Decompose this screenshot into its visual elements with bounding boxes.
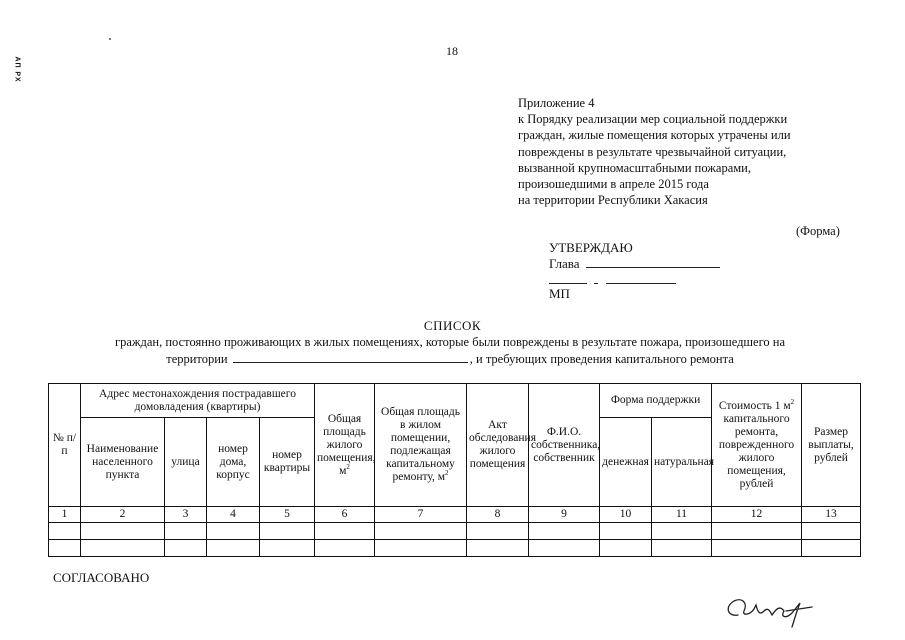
empty-cell	[207, 523, 260, 540]
header-house: номер дома, корпус	[207, 418, 260, 507]
empty-cell	[207, 540, 260, 557]
column-number: 12	[712, 507, 802, 523]
header-support-group: Форма поддержки	[600, 384, 712, 418]
scan-speck	[109, 38, 111, 40]
side-stamp	[13, 48, 34, 98]
column-number: 13	[802, 507, 861, 523]
column-number: 6	[315, 507, 375, 523]
empty-cell	[712, 523, 802, 540]
signature-blank	[606, 283, 676, 284]
empty-cell	[529, 540, 600, 557]
approval-block	[549, 240, 720, 302]
header-no: № п/п	[49, 384, 81, 507]
header-address-group: Адрес местонахождения пострадавшего домовладения (квартиры)	[81, 384, 315, 418]
seal-label: МП	[549, 286, 570, 301]
header-payment: Размер выплаты, рублей	[802, 384, 861, 507]
column-number: 8	[467, 507, 529, 523]
head-signature-line	[586, 267, 720, 268]
empty-cell	[315, 540, 375, 557]
empty-cell	[467, 540, 529, 557]
empty-cell	[49, 523, 81, 540]
empty-cell	[652, 540, 712, 557]
column-number: 2	[81, 507, 165, 523]
header-settlement: Наименование населенного пункта	[81, 418, 165, 507]
header-apartment: номер квартиры	[260, 418, 315, 507]
signature-blank	[594, 283, 598, 284]
empty-cell	[802, 540, 861, 557]
head-label: Глава	[549, 256, 580, 271]
header-street: улица	[165, 418, 207, 507]
column-number: 7	[375, 507, 467, 523]
subtitle-prefix: территории	[166, 351, 228, 366]
empty-cell	[712, 540, 802, 557]
header-inspection-act: Акт обследования жилого помещения	[467, 384, 529, 507]
side-stamp-text: АП РХ	[13, 56, 21, 83]
empty-cell	[600, 540, 652, 557]
empty-cell	[260, 523, 315, 540]
annex-line: повреждены в результате чрезвычайной ситуации,	[518, 144, 787, 159]
residents-table	[48, 383, 861, 557]
header-cash: денежная	[600, 418, 652, 507]
document-title: СПИСОК	[423, 318, 482, 333]
document-subtitle	[50, 335, 850, 367]
approval-heading: УТВЕРЖДАЮ	[549, 240, 633, 255]
empty-cell	[165, 540, 207, 557]
annex-line: произошедшими в апреле 2015 года	[518, 177, 709, 192]
header-owner-name: Ф.И.О. собственника, собственник	[529, 384, 600, 507]
header-cost: Стоимость 1 $м^2$ капитального ремонта, поврежденного жилого помещения, рублей	[712, 384, 802, 507]
header-in-kind: натуральная	[652, 418, 712, 507]
empty-cell	[81, 523, 165, 540]
table-row	[49, 523, 861, 540]
column-number: 10	[600, 507, 652, 523]
annex-block	[518, 95, 858, 208]
empty-cell	[802, 523, 861, 540]
subtitle-line-1: граждан, постоянно проживающих в жилых помещениях, которые были повреждены в результате пожара, произошедшего на	[114, 335, 786, 349]
empty-cell	[81, 540, 165, 557]
handwritten-signature	[720, 585, 830, 630]
column-number: 4	[207, 507, 260, 523]
subtitle-line-2	[50, 351, 850, 368]
annex-line: Приложение 4	[518, 96, 595, 110]
agreed-label: СОГЛАСОВАНО	[53, 570, 150, 585]
form-label: (Форма)	[796, 224, 840, 238]
subtitle-suffix: , и требующих проведения капитального ремонта	[469, 351, 734, 366]
annex-line: вызванной крупномасштабными пожарами,	[518, 160, 751, 175]
table-row	[49, 540, 861, 557]
annex-line: на территории Республики Хакасия	[518, 193, 708, 208]
annex-line: к Порядку реализации мер социальной поддержки	[518, 112, 788, 127]
empty-cell	[375, 523, 467, 540]
empty-cell	[529, 523, 600, 540]
empty-cell	[315, 523, 375, 540]
empty-cell	[165, 523, 207, 540]
empty-cell	[49, 540, 81, 557]
column-number: 11	[652, 507, 712, 523]
head-line	[549, 256, 720, 272]
empty-cell	[260, 540, 315, 557]
empty-cell	[467, 523, 529, 540]
empty-cell	[600, 523, 652, 540]
header-damaged-area: Общая площадь в жилом помещении, подлежащая капитальному ремонту, $м^2$	[375, 384, 467, 507]
empty-cell	[652, 523, 712, 540]
column-number: 3	[165, 507, 207, 523]
header-total-area: Общая площадь жилого помещения, $м^2$	[315, 384, 375, 507]
territory-blank	[233, 351, 468, 363]
column-number-row	[49, 507, 861, 523]
empty-cell	[375, 540, 467, 557]
seal-signature-line	[549, 272, 720, 286]
signature-blank	[549, 283, 587, 284]
page-number: 18	[446, 44, 458, 58]
column-number: 1	[49, 507, 81, 523]
column-number: 9	[529, 507, 600, 523]
column-number: 5	[260, 507, 315, 523]
annex-line: граждан, жилые помещения которых утрачены или	[518, 128, 791, 143]
